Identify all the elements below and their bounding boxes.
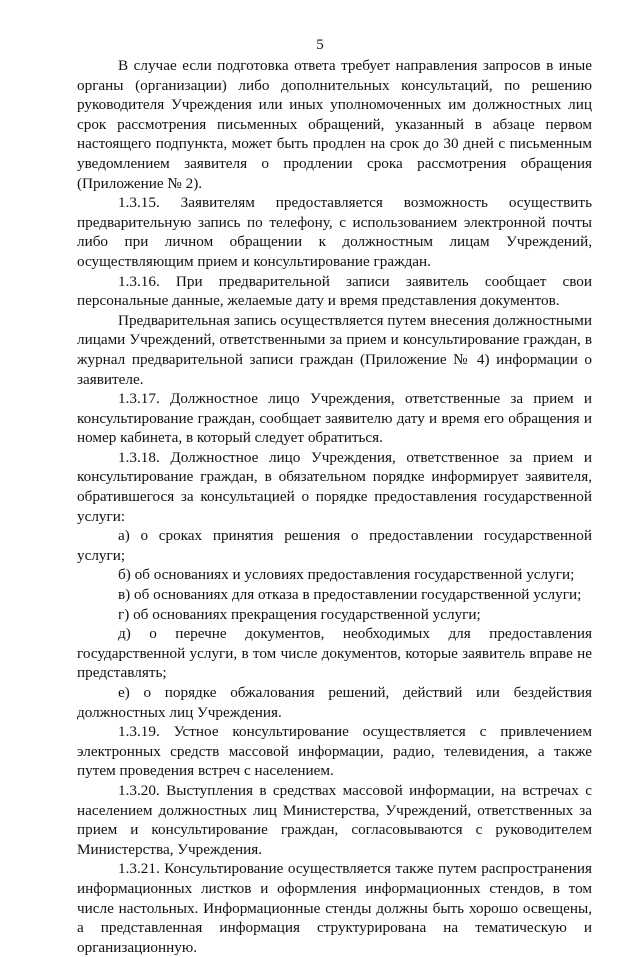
list-item-v: в) об основаниях для отказа в предоставлении государственной услуги; xyxy=(118,586,582,604)
paragraph-1-3-20: 1.3.20. Выступления в средствах массовой информации, на встречах с населением должностных лиц Министерства, Учреждений, ответственных за прием и консультирование граждан, согласовываются с руководителем Министерства, Учреждения. xyxy=(77,781,592,858)
page-number: 5 xyxy=(316,37,324,53)
paragraph-1-3-17: 1.3.17. Должностное лицо Учреждения, ответственные за прием и консультирование граждан, сообщает заявителю дату и время его обращения и номер кабинета, в который следует обратиться. xyxy=(77,390,592,447)
paragraph-1-3-15: 1.3.15. Заявителям предоставляется возможность осуществить предварительную запись по телефону, с использованием электронной почты либо при личном обращении к должностным лицам Учреждений, осуществляющим прием и консультирование граждан. xyxy=(77,194,592,270)
paragraph-1-3-21: 1.3.21. Консультирование осуществляется также путем распространения информационных листков и оформления информационных стендов, в том числе настольных. Информационные стенды должны быть хорошо освещены, а представленная информация структурирована на тематическую и организационную. xyxy=(77,860,592,956)
paragraph-1-3-19: 1.3.19. Устное консультирование осуществляется с привлечением электронных средств массовой информации, радио, телевидения, а также путем проведения встреч с населением. xyxy=(77,723,592,780)
paragraph-1-3-16: 1.3.16. При предварительной записи заявитель сообщает свои персональные данные, желаемые дату и время представления документов. xyxy=(77,272,592,310)
paragraph-preliminary-record: Предварительная запись осуществляется путем внесения должностными лицами Учреждений, ответственными за прием и консультирование граждан, в журнал предварительной записи граждан (Приложение № 4) информации о заявителе. xyxy=(77,311,592,388)
list-item-d: д) о перечне документов, необходимых для предоставления государственной услуги, в том числе документов, которые заявитель вправе не представлять; xyxy=(77,625,592,682)
list-item-e: е) о порядке обжалования решений, действий или бездействия должностных лиц Учреждения. xyxy=(77,684,592,721)
list-item-g: г) об основаниях прекращения государственной услуги; xyxy=(118,605,481,623)
document-body xyxy=(77,56,592,957)
paragraph-extension-of-review: В случае если подготовка ответа требует направления запросов в иные органы (организации) либо дополнительных консультаций, по решению руководителя Учреждения или иных уполномоченных им должностных лиц срок рассмотрения письменных обращений, указанный в абзаце первом настоящего подпункта, может быть продлен на срок до 30 дней с письменным уведомлением заявителя о продлении срока рассмотрения обращения (Приложение № 2). xyxy=(77,57,592,192)
list-item-a: а) о сроках принятия решения о предоставлении государственной услуги; xyxy=(77,527,592,564)
list-item-b: б) об основаниях и условиях предоставления государственной услуги; xyxy=(118,566,575,584)
paragraph-1-3-18: 1.3.18. Должностное лицо Учреждения, ответственное за прием и консультирование граждан, в обязательном порядке информирует заявителя, обратившегося за консультацией о порядке предоставления государственной услуги: xyxy=(77,448,592,525)
